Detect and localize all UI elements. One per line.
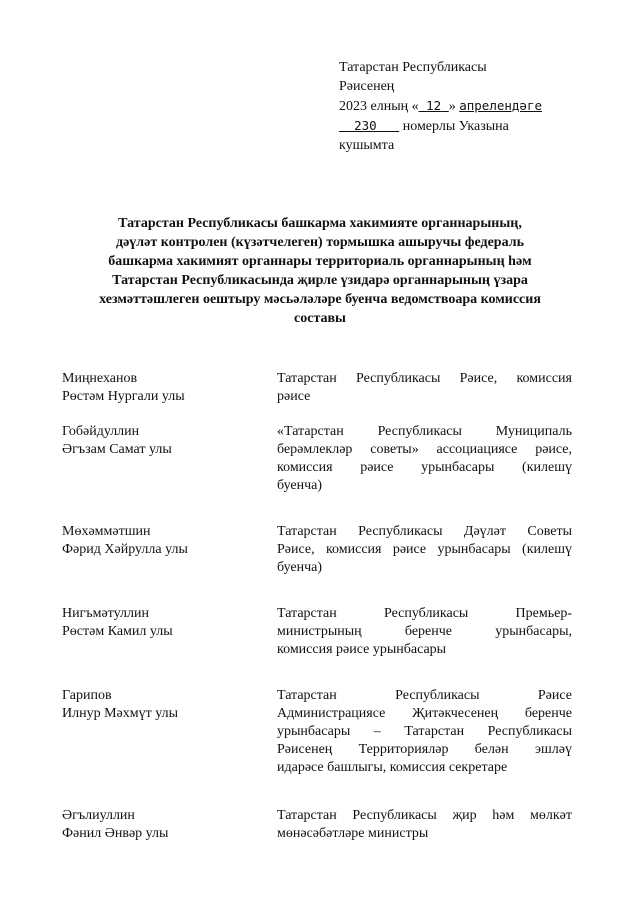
member-position: Татарстан Республикасы Дәүләт Советы Рәисе, комиссия рәисе урынбасары (килешү буенча) xyxy=(277,524,572,575)
member-name xyxy=(62,370,252,406)
member-position: «Татарстан Республикасы Муниципаль берәмлекләр советы» ассоциациясе рәисе, комиссия рәисе урынбасары (килешү буенча) xyxy=(277,424,572,493)
title-line: Татарстан Республикасы башкарма хакимияте органнарының, xyxy=(118,216,522,231)
member-name xyxy=(62,687,252,777)
document-title xyxy=(40,214,600,328)
member-row xyxy=(62,523,572,577)
approval-year-prefix: 2023 елның « xyxy=(339,99,419,114)
member-position: Татарстан Республикасы Премьер- министрының беренче урынбасары, комиссия рәисе урынбасары xyxy=(277,606,572,657)
approval-month: апрелендәге xyxy=(459,98,543,113)
member-name xyxy=(62,523,252,577)
approval-line-number xyxy=(339,116,579,136)
member-name xyxy=(62,423,252,495)
member-row xyxy=(62,370,572,406)
title-line: Татарстан Республикасында җирле үзидарә органнарының үзара xyxy=(112,273,528,288)
member-name xyxy=(62,807,252,843)
member-surname: Миңнеханов xyxy=(62,371,138,386)
member-given-name: Әгъзам Самат улы xyxy=(62,442,172,457)
member-position: Татарстан Республикасы җир һәм мөлкәт мөнәсәбәтләре министры xyxy=(277,808,572,841)
approval-number: 230 xyxy=(354,118,377,133)
approval-line-republic: Татарстан Республикасы xyxy=(339,60,487,75)
approval-number-suffix: номерлы Указына xyxy=(402,119,509,134)
member-name xyxy=(62,605,252,659)
member-row xyxy=(62,423,572,495)
member-row xyxy=(62,687,572,777)
member-surname: Гарипов xyxy=(62,688,112,703)
member-position: Татарстан Республикасы Рәисе Администрациясе Җитәкчесенең беренче урынбасары – Татарстан Республикасы Рәисенең Территорияләр белән эшләү идарәсе башлыгы, комиссия секретаре xyxy=(277,688,572,775)
approval-day-suffix: » xyxy=(448,99,456,114)
title-line: башкарма хакимият органнары территориаль органнарының һәм xyxy=(108,254,532,269)
approval-block xyxy=(339,58,579,155)
member-surname: Гобәйдуллин xyxy=(62,424,140,439)
member-row xyxy=(62,807,572,843)
member-surname: Нигъмәтуллин xyxy=(62,606,149,621)
approval-line-date xyxy=(339,96,579,116)
member-given-name: Фәрид Хәйрулла улы xyxy=(62,542,188,557)
title-line: хезмәттәшлеген оештыру мәсьәләләре буенча ведомствоара комиссия xyxy=(99,292,541,307)
approval-day: 12 xyxy=(426,98,442,113)
member-given-name: Рөстәм Камил улы xyxy=(62,624,173,639)
member-given-name: Фәнил Әнвәр улы xyxy=(62,826,169,841)
member-row xyxy=(62,605,572,659)
title-line: составы xyxy=(294,311,346,326)
approval-line-appendix: кушымта xyxy=(339,138,395,153)
member-given-name: Илнур Мәхмүт улы xyxy=(62,706,179,721)
member-surname: Мөхәммәтшин xyxy=(62,524,151,539)
member-given-name: Рөстәм Нургали улы xyxy=(62,389,185,404)
member-surname: Әгълиуллин xyxy=(62,808,135,823)
approval-line-president: Рәисенең xyxy=(339,79,395,94)
title-line: дәүләт контролен (күзәтчелеген) тормышка ашыручы федераль xyxy=(116,235,524,250)
members-list xyxy=(62,370,572,843)
member-position: Татарстан Республикасы Рәисе, комиссия рәисе xyxy=(277,371,572,404)
